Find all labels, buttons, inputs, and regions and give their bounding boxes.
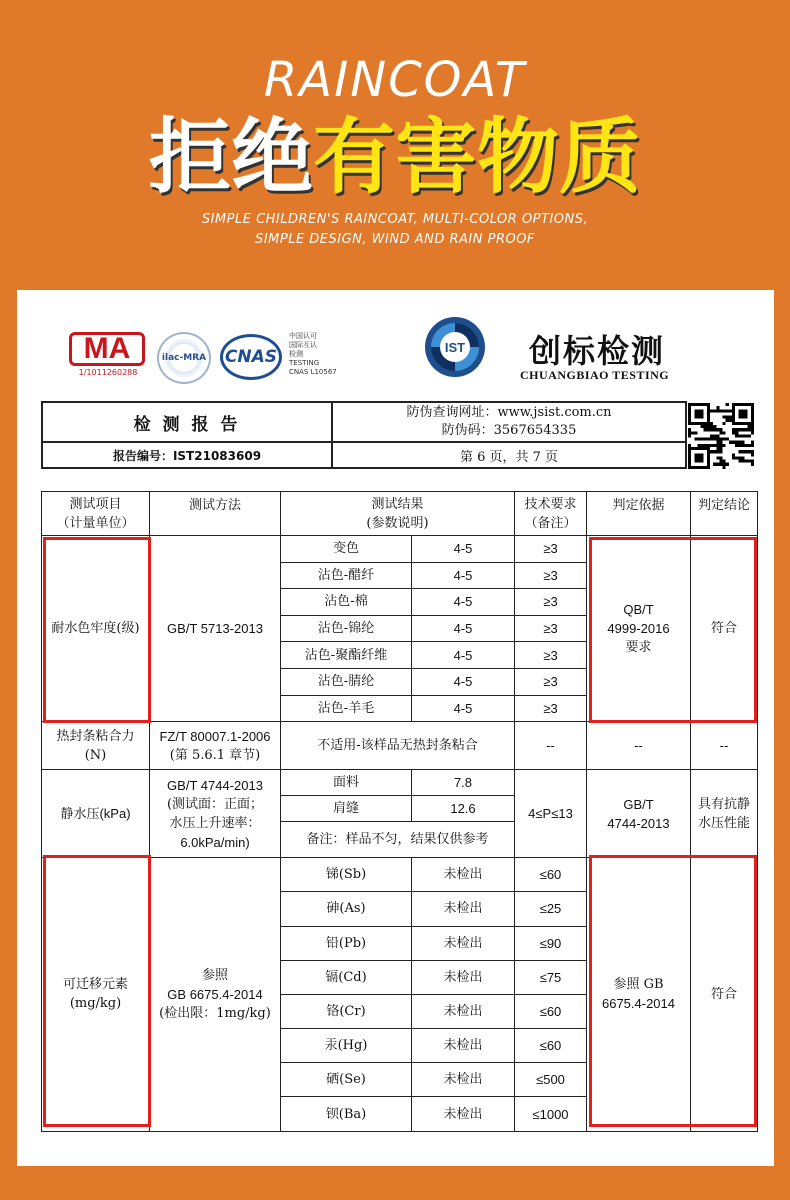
method-line: FZ/T 80007.1-2006 [159, 728, 271, 744]
header-req [515, 492, 587, 536]
migration-item [42, 858, 150, 1132]
result-name: 变色 [281, 536, 412, 563]
result-value: 7.8 [412, 770, 515, 796]
hydro-method [150, 770, 281, 858]
company-name-cn: 创标检测 [529, 332, 666, 370]
headline-yellow: 有害物质 [313, 110, 642, 205]
cnas-line: TESTING [289, 359, 320, 367]
result-value: 4-5 [412, 695, 515, 722]
table-row [42, 858, 758, 892]
item-line: 可迁移元素 [62, 977, 128, 993]
result-req: ≥3 [515, 642, 587, 669]
result-req: ≥3 [515, 562, 587, 589]
basis-line: 4999-2016 [607, 621, 670, 637]
header-conclusion: 判定结论 [691, 492, 758, 536]
result-name: 镉(Cd) [281, 960, 412, 994]
cma-mark: MA [69, 332, 145, 366]
report-number: 报告编号：IST21083609 [42, 442, 332, 468]
result-name: 沾色-棉 [281, 589, 412, 616]
result-name: 钡(Ba) [281, 1097, 412, 1131]
banner-subtitle-1: SIMPLE CHILDREN'S RAINCOAT, MULTI-COLOR OPTIONS, [201, 212, 589, 227]
header-result [281, 492, 515, 536]
result-req: ≤90 [515, 926, 587, 960]
banner-subtitle-2: SIMPLE DESIGN, WIND AND RAIN PROOF [255, 232, 535, 247]
report-page: 第 6 页，共 7 页 [332, 442, 686, 468]
result-req: ≥3 [515, 536, 587, 563]
cma-logo [69, 332, 147, 384]
header-item [42, 492, 150, 536]
conclusion-line: 水压性能 [697, 815, 750, 831]
result-value: 4-5 [412, 642, 515, 669]
basis-line: 要求 [625, 640, 652, 656]
hydro-note: 备注：样品不匀，结果仅供参考 [281, 822, 515, 858]
result-value: 未检出 [412, 892, 515, 926]
method-line: 水压上升速率： [169, 815, 261, 831]
header-method: 测试方法 [150, 492, 281, 536]
migration-basis [587, 858, 691, 1132]
method-line: 参照 [201, 967, 228, 983]
table-header-row [42, 492, 758, 536]
result-name: 肩缝 [281, 796, 412, 822]
result-value: 未检出 [412, 1063, 515, 1097]
result-req: ≤500 [515, 1063, 587, 1097]
result-name: 铅(Pb) [281, 926, 412, 960]
colorfast-conclusion: 符合 [691, 536, 758, 722]
result-value: 未检出 [412, 858, 515, 892]
method-line: (检出限：1mg/kg) [159, 1005, 271, 1021]
method-line: (测试面：正面； [166, 796, 264, 812]
result-value: 4-5 [412, 562, 515, 589]
colorfast-basis [587, 536, 691, 722]
ilac-logo: ilac-MRA [157, 332, 211, 384]
cnas-line: 检测 [289, 350, 303, 358]
header-item-label: 测试项目 [69, 496, 122, 512]
item-line: (mg/kg) [69, 996, 122, 1012]
headline-white: 拒绝 [148, 110, 313, 205]
result-req: ≤60 [515, 858, 587, 892]
result-name: 沾色-腈纶 [281, 668, 412, 695]
company-name-en: CHUANGBIAO TESTING [520, 368, 670, 382]
header-req-note: （备注） [524, 515, 577, 531]
test-report-card [17, 290, 774, 1166]
result-name: 汞(Hg) [281, 1029, 412, 1063]
result-value: 未检出 [412, 994, 515, 1028]
result-name: 硒(Se) [281, 1063, 412, 1097]
hydro-basis [587, 770, 691, 858]
result-name: 铬(Cr) [281, 994, 412, 1028]
result-value: 4-5 [412, 668, 515, 695]
result-value: 未检出 [412, 1029, 515, 1063]
basis-line: 参照 GB [613, 977, 664, 993]
colorfast-item: 耐水色牢度(级) [42, 536, 150, 722]
result-value: 4-5 [412, 615, 515, 642]
report-header [41, 401, 687, 469]
result-req: ≤60 [515, 1029, 587, 1063]
table-row [42, 722, 758, 770]
item-line: 热封条粘合力 [56, 728, 135, 744]
heatseal-item [42, 722, 150, 770]
result-req: ≤1000 [515, 1097, 587, 1131]
result-req: ≤75 [515, 960, 587, 994]
result-value: 4-5 [412, 536, 515, 563]
heatseal-method [150, 722, 281, 770]
header-result-label: 测试结果 [371, 496, 424, 512]
banner-headline [0, 108, 790, 208]
ist-logo-icon [424, 316, 486, 378]
basis-line: 6675.4-2014 [601, 996, 675, 1012]
qr-code-icon [688, 403, 754, 469]
basis-line: GB/T [623, 796, 654, 812]
result-req: ≥3 [515, 589, 587, 616]
result-name: 沾色-醋纤 [281, 562, 412, 589]
header-req-label: 技术要求 [524, 496, 577, 512]
heatseal-req: -- [515, 722, 587, 770]
colorfast-method: GB/T 5713-2013 [150, 536, 281, 722]
result-value: 未检出 [412, 1097, 515, 1131]
heatseal-result: 不适用-该样品无热封条粘合 [281, 722, 515, 770]
cnas-caption [289, 332, 337, 377]
method-line: 6.0kPa/min) [180, 834, 250, 850]
query-site: 防伪查询网址：www.jsist.com.cn [406, 405, 612, 420]
result-name: 砷(As) [281, 892, 412, 926]
migration-method [150, 858, 281, 1132]
result-value: 4-5 [412, 589, 515, 616]
result-value: 12.6 [412, 796, 515, 822]
result-req: ≤25 [515, 892, 587, 926]
cnas-line: 国际互认 [289, 341, 317, 349]
result-name: 面料 [281, 770, 412, 796]
basis-line: 4744-2013 [607, 815, 670, 831]
method-line: (第 5.6.1 章节) [169, 747, 261, 763]
test-results-table [41, 491, 758, 1132]
item-line: (N) [84, 747, 107, 763]
result-req: ≤60 [515, 994, 587, 1028]
ist-logo-text: IST [444, 340, 466, 355]
cma-number: 1/1011260288 [78, 368, 138, 377]
header-basis: 判定依据 [587, 492, 691, 536]
heatseal-basis: -- [587, 722, 691, 770]
cnas-line: 中国认可 [289, 332, 317, 340]
bottom-band [0, 1166, 790, 1200]
report-query [332, 402, 686, 442]
result-name: 沾色-锦纶 [281, 615, 412, 642]
report-title: 检 测 报 告 [42, 402, 332, 442]
hydro-item: 静水压(kPa) [42, 770, 150, 858]
anti-fake-code: 防伪码：3567654335 [441, 423, 577, 438]
table-row [42, 536, 758, 563]
cnas-logo: CNAS [220, 334, 282, 380]
result-name: 沾色-羊毛 [281, 695, 412, 722]
result-name: 锑(Sb) [281, 858, 412, 892]
header-item-unit: （计量单位） [56, 515, 135, 531]
migration-conclusion: 符合 [691, 858, 758, 1132]
result-req: ≥3 [515, 668, 587, 695]
header-result-note: (参数说明) [366, 515, 429, 531]
result-value: 未检出 [412, 926, 515, 960]
result-req: ≥3 [515, 615, 587, 642]
result-req: ≥3 [515, 695, 587, 722]
hydro-conclusion [691, 770, 758, 858]
result-value: 未检出 [412, 960, 515, 994]
banner-title: RAINCOAT [263, 52, 527, 108]
basis-line: QB/T [623, 602, 654, 618]
method-line: GB 6675.4-2014 [167, 986, 263, 1002]
hydro-req: 4≤P≤13 [515, 770, 587, 858]
method-line: GB/T 4744-2013 [167, 777, 263, 793]
heatseal-conclusion: -- [691, 722, 758, 770]
result-name: 沾色-聚酯纤维 [281, 642, 412, 669]
conclusion-line: 具有抗静 [697, 796, 750, 812]
cnas-line: CNAS L10567 [289, 368, 337, 376]
table-row [42, 770, 758, 796]
